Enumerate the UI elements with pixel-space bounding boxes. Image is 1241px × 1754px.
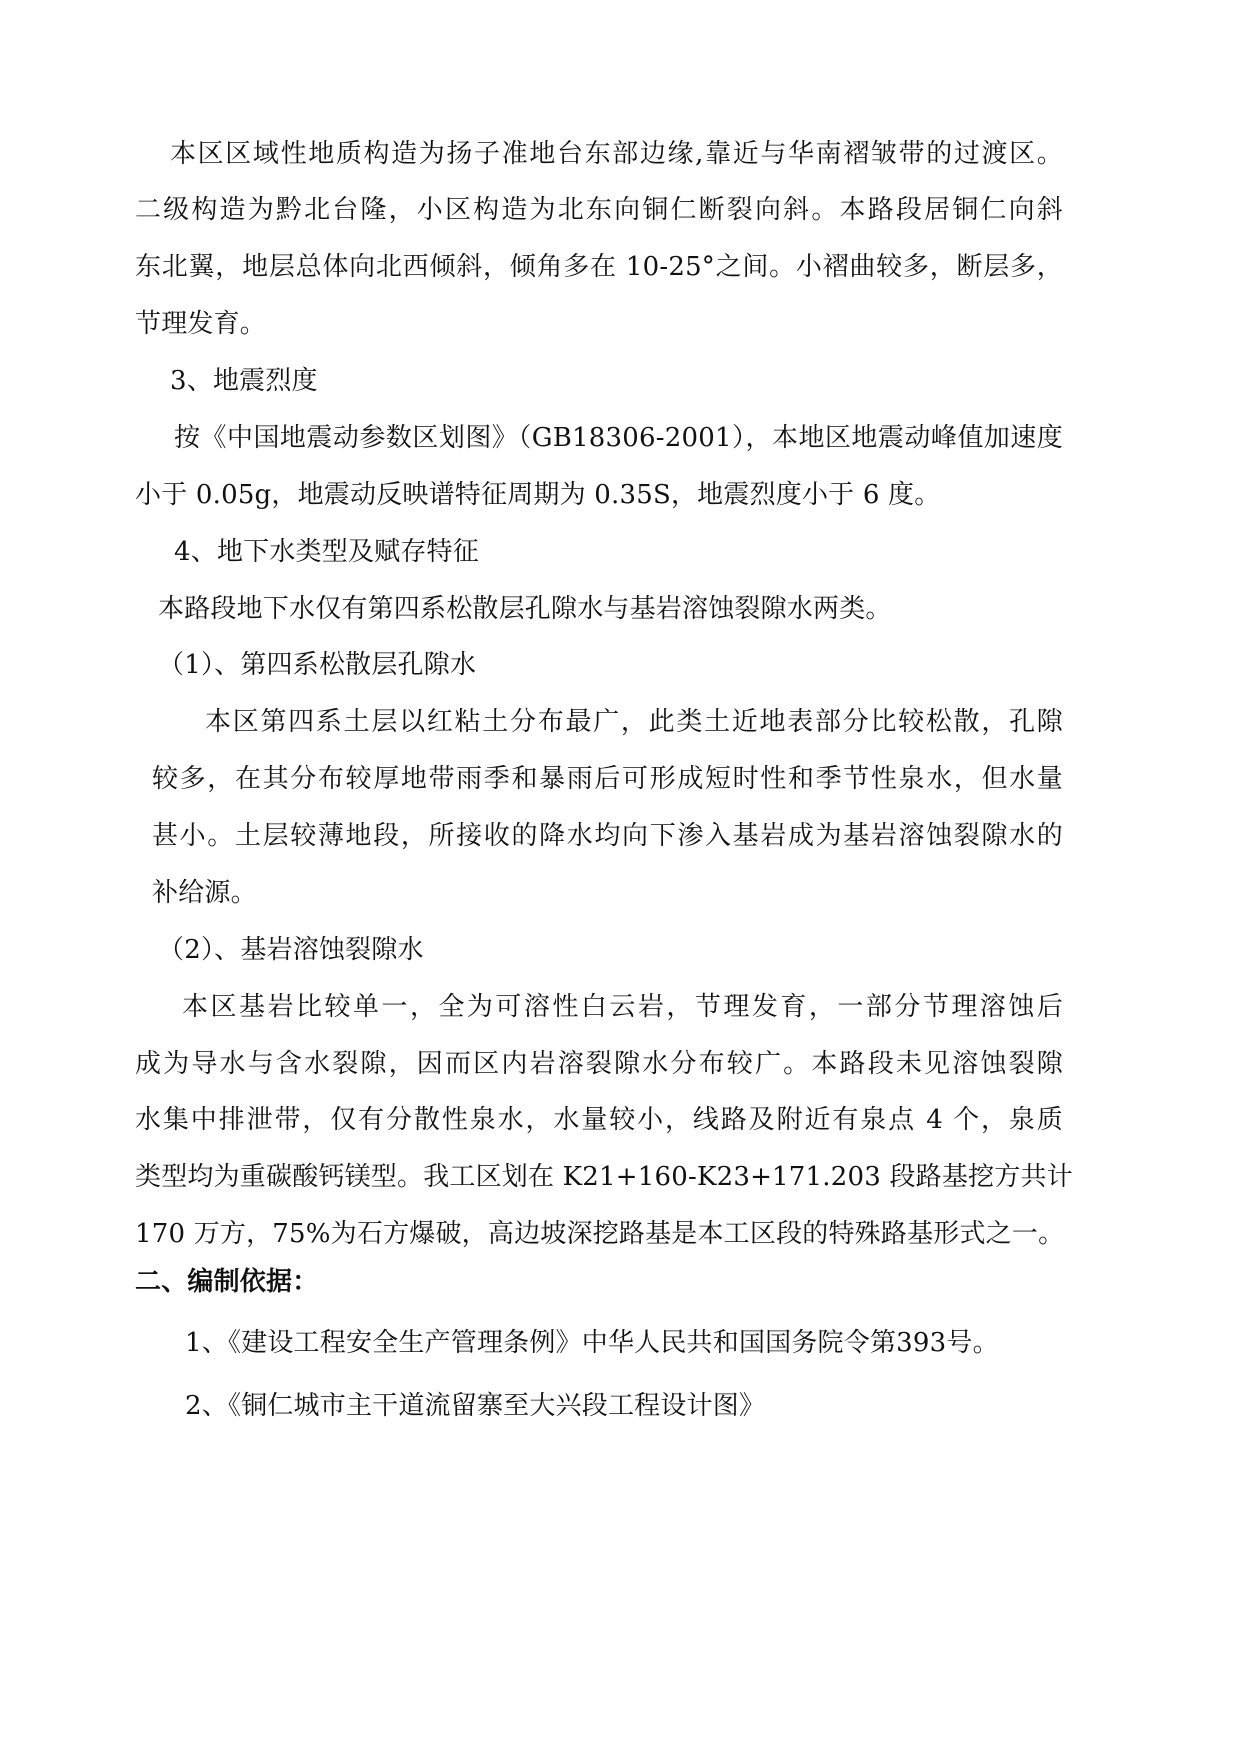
paragraph-line-13: 成为导水与含水裂隙，因而区内岩溶裂隙水分布较广。本路段未见溶蚀裂隙 xyxy=(135,1049,1063,1079)
paragraph-line-5: 按《中国地震动参数区划图》（GB18306-2001），本地区地震动峰值加速度 xyxy=(174,423,1063,453)
paragraph-line-1: 本区区域性地质构造为扬子准地台东部边缘,靠近与华南褶皱带的过渡区。 xyxy=(170,139,1063,169)
paragraph-line-14: 水集中排泄带，仅有分散性泉水，水量较小，线路及附近有泉点 4 个，泉质 xyxy=(135,1105,1063,1135)
subsection-heading-fissure-water: （2）、基岩溶蚀裂隙水 xyxy=(158,935,424,965)
paragraph-line-16: 170 万方，75%为石方爆破，高边坡深挖路基是本工区段的特殊路基形式之一。 xyxy=(135,1219,1065,1249)
section-heading-basis: 二、编制依据： xyxy=(135,1267,319,1297)
paragraph-line-6: 小于 0.05g，地震动反映谱特征周期为 0.35S，地震烈度小于 6 度。 xyxy=(135,480,941,510)
paragraph-line-3: 东北翼，地层总体向北西倾斜，倾角多在 10-25°之间。小褶曲较多，断层多， xyxy=(135,252,1063,282)
paragraph-line-12: 本区基岩比较单一，全为可溶性白云岩，节理发育，一部分节理溶蚀后 xyxy=(182,992,1063,1022)
paragraph-line-4: 节理发育。 xyxy=(135,309,267,339)
subsection-heading-pore-water: （1）、第四系松散层孔隙水 xyxy=(158,650,477,680)
paragraph-line-9: 较多，在其分布较厚地带雨季和暴雨后可形成短时性和季节性泉水，但水量 xyxy=(152,764,1063,794)
basis-item-2: 2、《铜仁城市主干道流留寨至大兴段工程设计图》 xyxy=(185,1391,766,1421)
basis-item-1: 1、《建设工程安全生产管理条例》中华人民共和国国务院令第393号。 xyxy=(185,1328,999,1358)
paragraph-line-8: 本区第四系土层以红粘土分布最广，此类土近地表部分比较松散，孔隙 xyxy=(205,707,1063,737)
paragraph-line-2: 二级构造为黔北台隆，小区构造为北东向铜仁断裂向斜。本路段居铜仁向斜 xyxy=(135,195,1063,225)
paragraph-line-10: 甚小。土层较薄地段，所接收的降水均向下渗入基岩成为基岩溶蚀裂隙水的 xyxy=(152,821,1063,851)
section-heading-groundwater: 4、地下水类型及赋存特征 xyxy=(174,537,479,567)
paragraph-line-7: 本路段地下水仅有第四系松散层孔隙水与基岩溶蚀裂隙水两类。 xyxy=(158,594,892,624)
paragraph-line-15: 类型均为重碳酸钙镁型。我工区划在 K21+160-K23+171.203 段路基挖方共计 xyxy=(135,1162,1073,1192)
paragraph-line-11: 补给源。 xyxy=(152,878,257,908)
section-heading-earthquake: 3、地震烈度 xyxy=(170,366,318,396)
